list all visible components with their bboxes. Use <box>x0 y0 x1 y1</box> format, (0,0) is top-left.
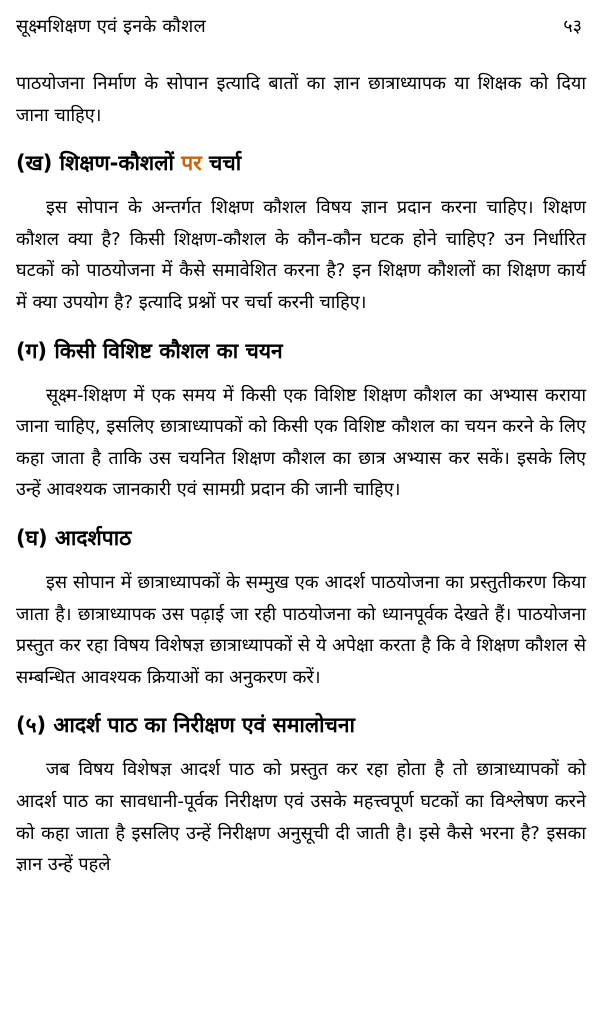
page-body <box>16 68 586 881</box>
running-head <box>16 14 584 46</box>
paragraph-ga: सूक्ष्म-शिक्षण में एक समय में किसी एक विशिष्ट शिक्षण कौशल का अभ्यास कराया जाना चाहिए, इसलिए छात्राध्यापकों को किसी एक विशिष्ट कौशल का चयन करने के लिए कहा जाता है ताकि उस चयनित शिक्षण कौशल का छात्र अभ्यास कर सकें। इसके लिए उन्हें आवश्यक जानकारी एवं सामग्री प्रदान की जानी चाहिए। <box>16 384 586 501</box>
heading-kha-suffix: चर्चा <box>201 151 242 176</box>
heading-kha <box>16 148 586 178</box>
running-title: सूक्ष्मशिक्षण एवं इनके कौशल <box>16 16 206 37</box>
paragraph-kha: इस सोपान के अन्तर्गत शिक्षण कौशल विषय ज्ञान प्रदान करना चाहिए। शिक्षण कौशल क्या है? किसी शिक्षण-कौशल के कौन-कौन घटक होने चाहिए? उन निर्धारित घटकों को पाठयोजना में कैसे समावेशित करना है? इन शिक्षण कौशलों का शिक्षण कार्य में क्या उपयोग है? इत्यादि प्रश्नों पर चर्चा करनी चाहिए। <box>16 197 586 313</box>
paragraph-continued: पाठयोजना निर्माण के सोपान इत्यादि बातों का ज्ञान छात्राध्यापक या शिक्षक को दिया जाना चाहिए। <box>16 73 586 126</box>
heading-gha: (घ) आदर्शपाठ <box>16 525 132 550</box>
heading-kha-accent: पर <box>181 151 202 176</box>
heading-kha-prefix: (ख) शिक्षण-कौशलों <box>16 151 182 176</box>
heading-ga: (ग) किसी विशिष्ट कौशल का चयन <box>16 338 283 363</box>
page-number: ५३ <box>563 16 582 37</box>
paragraph-gha: इस सोपान में छात्राध्यापकों के सम्मुख एक आदर्श पाठयोजना का प्रस्तुतीकरण किया जाता है। छात्राध्यापक उस पढ़ाई जा रही पाठयोजना को ध्यानपूर्वक देखते हैं। पाठयोजना प्रस्तुत कर रहा विषय विशेषज्ञ छात्राध्यापकों से ये अपेक्षा करता है कि वे शिक्षण कौशल से सम्बन्धित आवश्यक क्रियाओं का अनुकरण करें। <box>16 571 586 688</box>
paragraph-five: जब विषय विशेषज्ञ आदर्श पाठ को प्रस्तुत कर रहा होता है तो छात्राध्यापकों को आदर्श पाठ का सावधानी-पूर्वक निरीक्षण एवं उसके महत्त्वपूर्ण घटकों का विश्लेषण करने को कहा जाता है इसलिए उन्हें निरीक्षण अनुसूची दी जाती है। इसे कैसे भरना है? इसका ज्ञान उन्हें पहले <box>16 759 586 876</box>
heading-five: (५) आदर्श पाठ का निरीक्षण एवं समालोचना <box>16 713 355 738</box>
